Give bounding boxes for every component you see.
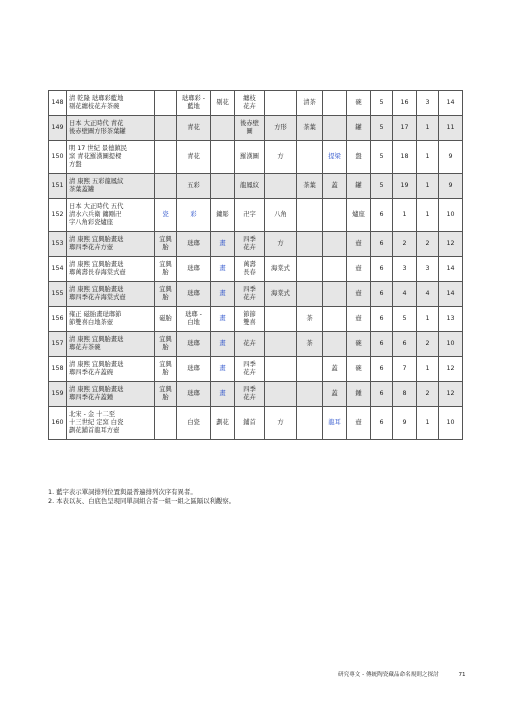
cell-name: 清 康熙 五彩龍鳳紋 茶葉蓋罐 xyxy=(67,174,155,199)
cell-no: 151 xyxy=(49,174,67,199)
cell-n4: 12 xyxy=(439,357,463,382)
cell-n4: 9 xyxy=(439,141,463,174)
cell-name: 清 康熙 宜興胎畫琺 瑯萬壽長春海棠式壺 xyxy=(67,257,155,282)
cell-c4: 剔花 xyxy=(211,91,235,116)
cell-c5: 節節 雙喜 xyxy=(235,307,265,332)
cell-n1: 5 xyxy=(371,141,393,174)
cell-c8: 蓋 xyxy=(323,382,347,407)
cell-c5: 花卉 xyxy=(235,332,265,357)
cell-n2: 19 xyxy=(393,174,417,199)
cell-name: 日本 大正時代 青花 後赤壁圖方形茶葉罐 xyxy=(67,116,155,141)
cell-n2: 17 xyxy=(393,116,417,141)
cell-n1: 6 xyxy=(371,357,393,382)
cell-n4: 12 xyxy=(439,382,463,407)
cell-c5: 四季 花卉 xyxy=(235,282,265,307)
cell-n3: 1 xyxy=(417,407,439,440)
table-row xyxy=(49,116,463,141)
cell-n2: 4 xyxy=(393,282,417,307)
cell-c6: 方 xyxy=(265,407,297,440)
cell-n2: 9 xyxy=(393,407,417,440)
cell-c9: 爐座 xyxy=(347,199,371,232)
cell-c4: 畫 xyxy=(211,282,235,307)
cell-n3: 1 xyxy=(417,174,439,199)
cell-c4 xyxy=(211,174,235,199)
table-row xyxy=(49,407,463,440)
cell-c5: 羅漢圖 xyxy=(235,141,265,174)
cell-c9: 壺 xyxy=(347,307,371,332)
cell-n1: 6 xyxy=(371,282,393,307)
cell-c3: 琺瑯 xyxy=(177,332,211,357)
cell-c9: 壺 xyxy=(347,257,371,282)
cell-c9: 碗 xyxy=(347,91,371,116)
cell-n1: 6 xyxy=(371,257,393,282)
cell-c6 xyxy=(265,174,297,199)
cell-c8: 蓋 xyxy=(323,174,347,199)
cell-n4: 13 xyxy=(439,307,463,332)
cell-name: 清 康熙 宜興胎畫琺 瑯四季花卉方壺 xyxy=(67,232,155,257)
cell-n1: 6 xyxy=(371,382,393,407)
cell-c3: 琺瑯 xyxy=(177,232,211,257)
cell-n1: 6 xyxy=(371,332,393,357)
cell-c9: 盤 xyxy=(347,141,371,174)
cell-c6 xyxy=(265,357,297,382)
cell-n3: 3 xyxy=(417,91,439,116)
page-number: 71 xyxy=(458,672,466,678)
cell-n4: 10 xyxy=(439,332,463,357)
cell-c9: 罐 xyxy=(347,116,371,141)
cell-c2: 宜興 胎 xyxy=(155,357,177,382)
cell-name: 雍正 磁胎畫琺瑯節 節雙喜白地茶壺 xyxy=(67,307,155,332)
cell-n3: 4 xyxy=(417,282,439,307)
cell-c6: 八角 xyxy=(265,199,297,232)
cell-n4: 10 xyxy=(439,407,463,440)
cell-c8 xyxy=(323,257,347,282)
table-notes xyxy=(48,488,235,506)
cell-n2: 7 xyxy=(393,357,417,382)
cell-c5: 鋪首 xyxy=(235,407,265,440)
cell-c4: 畫 xyxy=(211,357,235,382)
cell-no: 160 xyxy=(49,407,67,440)
cell-c3: 青花 xyxy=(177,116,211,141)
cell-name: 日本 大正時代 五代 清水六兵衛 鏤剛卍 字八角彩瓷爐座 xyxy=(67,199,155,232)
cell-c5: 四季 花卉 xyxy=(235,232,265,257)
cell-no: 150 xyxy=(49,141,67,174)
table-row xyxy=(49,257,463,282)
cell-n3: 2 xyxy=(417,332,439,357)
cell-c7 xyxy=(297,357,323,382)
cell-c4: 畫 xyxy=(211,257,235,282)
cell-no: 159 xyxy=(49,382,67,407)
cell-no: 149 xyxy=(49,116,67,141)
cell-c6 xyxy=(265,382,297,407)
cell-c3: 白瓷 xyxy=(177,407,211,440)
cell-n2: 6 xyxy=(393,332,417,357)
cell-n1: 6 xyxy=(371,407,393,440)
cell-c9: 壺 xyxy=(347,282,371,307)
cell-n3: 1 xyxy=(417,116,439,141)
cell-c7: 清茶 xyxy=(297,91,323,116)
cell-no: 158 xyxy=(49,357,67,382)
cell-n4: 9 xyxy=(439,174,463,199)
cell-n2: 8 xyxy=(393,382,417,407)
cell-name: 明 17 世紀 景德鎮民 窯 青花羅漢圖提樑 方盤 xyxy=(67,141,155,174)
cell-n3: 3 xyxy=(417,257,439,282)
cell-c8 xyxy=(323,282,347,307)
cell-n3: 1 xyxy=(417,141,439,174)
cell-c9: 壺 xyxy=(347,407,371,440)
cell-c7 xyxy=(297,257,323,282)
cell-n2: 2 xyxy=(393,232,417,257)
cell-c6: 方 xyxy=(265,232,297,257)
cell-c3: 琺瑯 xyxy=(177,357,211,382)
table-row xyxy=(49,199,463,232)
table-row xyxy=(49,232,463,257)
cell-c6 xyxy=(265,332,297,357)
cell-no: 156 xyxy=(49,307,67,332)
note-2: 2. 本表以灰、白底色呈現同單詞組合者一組一組之區隔以利觀察。 xyxy=(48,497,236,505)
cell-n3: 1 xyxy=(417,199,439,232)
cell-c9: 碗 xyxy=(347,332,371,357)
cell-c6 xyxy=(265,307,297,332)
cell-c3: 琺瑯 - 白地 xyxy=(177,307,211,332)
cell-c4: 畫 xyxy=(211,307,235,332)
cell-n4: 11 xyxy=(439,116,463,141)
cell-name: 北宋 - 金 十二至 十三世紀 定窯 白瓷 劃花鋪首龍耳方壺 xyxy=(67,407,155,440)
cell-n1: 6 xyxy=(371,199,393,232)
cell-name: 清 康熙 宜興胎畫琺 瑯四季花卉蓋鍾 xyxy=(67,382,155,407)
cell-n4: 12 xyxy=(439,232,463,257)
cell-c5: 後赤壁 圖 xyxy=(235,116,265,141)
cell-c4: 畫 xyxy=(211,232,235,257)
cell-n1: 5 xyxy=(371,91,393,116)
table-row xyxy=(49,174,463,199)
cell-c3: 彩 xyxy=(177,199,211,232)
cell-c8 xyxy=(323,199,347,232)
cell-c2: 磁胎 xyxy=(155,307,177,332)
cell-n2: 5 xyxy=(393,307,417,332)
cell-c8 xyxy=(323,232,347,257)
cell-c6: 海棠式 xyxy=(265,257,297,282)
cell-name: 清 康熙 宜興胎畫琺 瑯四季花卉蓋碗 xyxy=(67,357,155,382)
cell-name: 清 康熙 宜興胎畫琺 瑯四季花卉海棠式壺 xyxy=(67,282,155,307)
cell-c5: 卍字 xyxy=(235,199,265,232)
cell-c3: 青花 xyxy=(177,141,211,174)
cell-c2 xyxy=(155,407,177,440)
page-footer xyxy=(338,670,466,678)
cell-c6: 方形 xyxy=(265,116,297,141)
cell-c4: 劃花 xyxy=(211,407,235,440)
cell-c7 xyxy=(297,141,323,174)
cell-c8: 蓋 xyxy=(323,357,347,382)
cell-n1: 5 xyxy=(371,116,393,141)
cell-n2: 3 xyxy=(393,257,417,282)
cell-n3: 1 xyxy=(417,357,439,382)
cell-c7 xyxy=(297,232,323,257)
cell-c2: 宜興 胎 xyxy=(155,332,177,357)
cell-no: 154 xyxy=(49,257,67,282)
cell-c7: 茶葉 xyxy=(297,116,323,141)
cell-name: 清 康熙 宜興胎畫琺 瑯花卉茶碗 xyxy=(67,332,155,357)
catalog-table xyxy=(48,90,463,440)
cell-c9: 壺 xyxy=(347,232,371,257)
cell-c3: 五彩 xyxy=(177,174,211,199)
cell-n1: 6 xyxy=(371,307,393,332)
cell-c3: 琺瑯 xyxy=(177,382,211,407)
cell-c9: 碗 xyxy=(347,357,371,382)
cell-c6: 方 xyxy=(265,141,297,174)
cell-c5: 四季 花卉 xyxy=(235,382,265,407)
cell-c5: 纏枝 花卉 xyxy=(235,91,265,116)
cell-c2 xyxy=(155,141,177,174)
cell-n4: 10 xyxy=(439,199,463,232)
cell-n4: 14 xyxy=(439,282,463,307)
cell-n4: 14 xyxy=(439,91,463,116)
cell-c7 xyxy=(297,407,323,440)
cell-n1: 5 xyxy=(371,174,393,199)
table-row xyxy=(49,357,463,382)
cell-c8: 龍耳 xyxy=(323,407,347,440)
cell-c8: 提梁 xyxy=(323,141,347,174)
cell-c4: 畫 xyxy=(211,382,235,407)
cell-n2: 1 xyxy=(393,199,417,232)
cell-no: 152 xyxy=(49,199,67,232)
cell-c2: 宜興 胎 xyxy=(155,232,177,257)
cell-c7 xyxy=(297,382,323,407)
cell-c7: 茶 xyxy=(297,307,323,332)
cell-n3: 2 xyxy=(417,232,439,257)
cell-c2: 宜興 胎 xyxy=(155,282,177,307)
cell-c2: 宜興 胎 xyxy=(155,257,177,282)
cell-no: 155 xyxy=(49,282,67,307)
table-row xyxy=(49,282,463,307)
table-row xyxy=(49,141,463,174)
table-row xyxy=(49,332,463,357)
cell-c5: 萬壽 長春 xyxy=(235,257,265,282)
cell-c7 xyxy=(297,199,323,232)
table-row xyxy=(49,91,463,116)
cell-n3: 1 xyxy=(417,307,439,332)
cell-c3: 琺瑯 xyxy=(177,257,211,282)
cell-n4: 14 xyxy=(439,257,463,282)
cell-n2: 16 xyxy=(393,91,417,116)
cell-c4: 鏤彫 xyxy=(211,199,235,232)
cell-no: 153 xyxy=(49,232,67,257)
cell-c2 xyxy=(155,174,177,199)
table-row xyxy=(49,382,463,407)
cell-c2: 瓷 xyxy=(155,199,177,232)
cell-c8 xyxy=(323,332,347,357)
cell-c5: 四季 花卉 xyxy=(235,357,265,382)
cell-n2: 18 xyxy=(393,141,417,174)
running-title: 研究專文 - 傳統陶瓷藏品命名規則之探討 xyxy=(338,672,439,678)
cell-c5: 龍鳳紋 xyxy=(235,174,265,199)
cell-c3: 琺瑯 xyxy=(177,282,211,307)
cell-c8 xyxy=(323,307,347,332)
cell-c4: 畫 xyxy=(211,332,235,357)
cell-c7 xyxy=(297,282,323,307)
cell-n3: 2 xyxy=(417,382,439,407)
cell-c8 xyxy=(323,116,347,141)
cell-n1: 6 xyxy=(371,232,393,257)
table-row xyxy=(49,307,463,332)
cell-c7: 茶葉 xyxy=(297,174,323,199)
cell-c7: 茶 xyxy=(297,332,323,357)
note-1: 1. 藍字表示單詞排列位置與最普遍排列次序有異者。 xyxy=(48,488,197,496)
cell-c4 xyxy=(211,116,235,141)
cell-c6: 海棠式 xyxy=(265,282,297,307)
cell-no: 157 xyxy=(49,332,67,357)
cell-c6 xyxy=(265,91,297,116)
cell-c8 xyxy=(323,91,347,116)
cell-c4 xyxy=(211,141,235,174)
cell-no: 148 xyxy=(49,91,67,116)
cell-c2 xyxy=(155,116,177,141)
cell-c3: 琺瑯彩 - 藍地 xyxy=(177,91,211,116)
cell-c9: 罐 xyxy=(347,174,371,199)
cell-c9: 鍾 xyxy=(347,382,371,407)
cell-name: 清 乾隆 琺瑯彩藍地 剔花纏枝花卉茶碗 xyxy=(67,91,155,116)
cell-c2 xyxy=(155,91,177,116)
cell-c2: 宜興 胎 xyxy=(155,382,177,407)
